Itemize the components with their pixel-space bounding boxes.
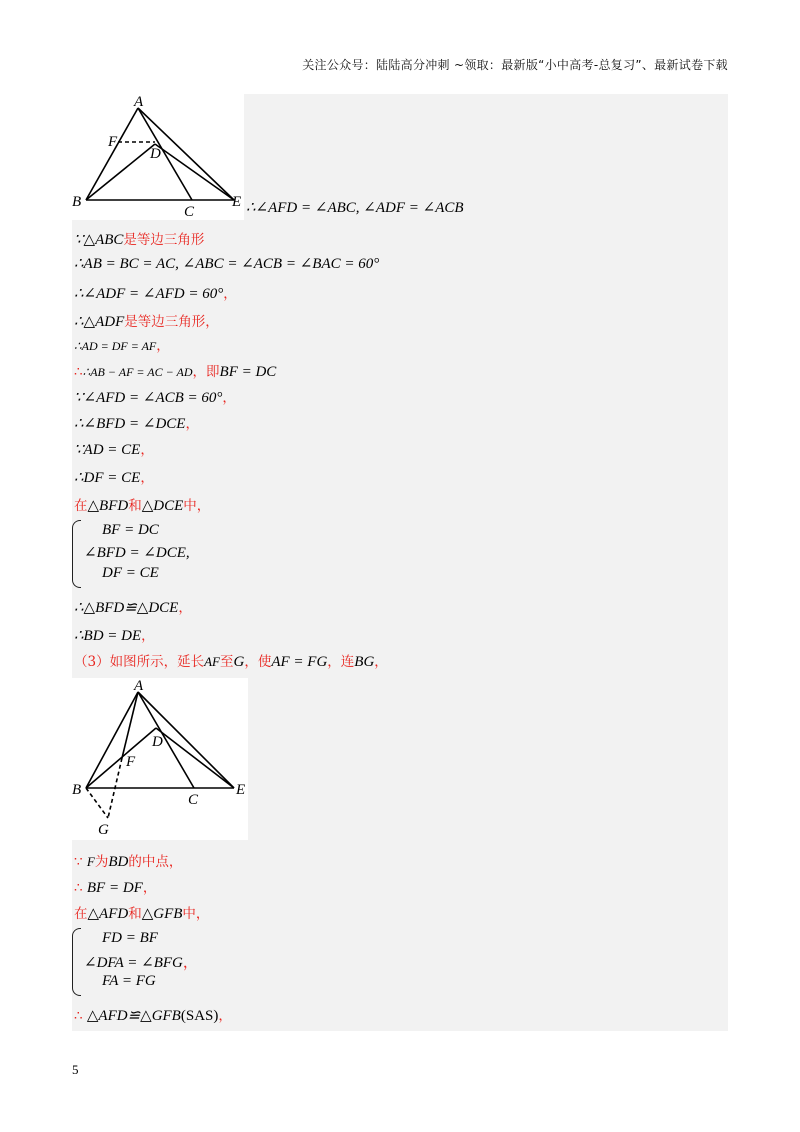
line-7: ∴∴AB − AF = AC − AD，即BF = DC	[74, 364, 277, 380]
line-3: ∴AB = BC = AC, ∠ABC = ∠ACB = ∠BAC = 60°	[74, 256, 380, 272]
label-A: A	[134, 678, 144, 694]
label-A: A	[134, 94, 144, 110]
page-number: 5	[72, 1062, 79, 1077]
equation-system-1	[72, 520, 272, 586]
line-5: ∴△ADF是等边三角形，	[74, 314, 219, 330]
label-B: B	[72, 782, 82, 798]
line-6: ∴AD = DF = AF，	[74, 338, 170, 354]
figure-1-diagram	[72, 94, 244, 220]
label-D: D	[150, 146, 161, 162]
system-1-row-2: ∠BFD = ∠DCE,	[84, 545, 190, 561]
segment-DE	[156, 728, 234, 788]
segment-AF	[122, 692, 138, 758]
line-10: ∵AD = CE，	[74, 442, 154, 458]
line-12: 在△BFD和△DCE中，	[74, 498, 211, 514]
segment-DE	[155, 144, 234, 200]
segment-BG-dashed	[86, 788, 108, 818]
figure-1	[72, 94, 244, 220]
label-E: E	[236, 782, 246, 798]
label-G: G	[98, 822, 109, 838]
line-4: ∴∠ADF = ∠AFD = 60°，	[74, 286, 237, 302]
segment-BD	[86, 144, 155, 200]
system-2-row-2: ∠DFA = ∠BFG，	[84, 955, 198, 971]
segment-AC	[138, 108, 192, 200]
line-18: 在△AFD和△GFB中，	[74, 906, 210, 922]
line-17: ∴ BF = DF，	[74, 880, 157, 896]
line-15: （3）如图所示，延长AF至G，使AF = FG，连BG，	[74, 654, 388, 670]
system-2-row-1: FD = BF	[102, 930, 158, 946]
figure-2-diagram	[72, 678, 248, 840]
line-2: ∵△ABC是等边三角形	[74, 232, 205, 248]
label-D: D	[152, 734, 163, 750]
segment-BD	[86, 728, 156, 788]
line-16: ∵ F为BD的中点，	[74, 854, 183, 870]
label-F: F	[108, 134, 118, 150]
figure-2	[72, 678, 248, 840]
label-C: C	[184, 204, 195, 220]
system-1-row-1: BF = DC	[102, 522, 159, 538]
system-2-row-3: FA = FG	[102, 973, 156, 989]
label-E: E	[232, 194, 242, 210]
segment-AB	[86, 692, 138, 788]
line-19: ∴ △AFD≌△GFB(SAS)，	[74, 1008, 232, 1024]
system-1-row-3: DF = CE	[102, 565, 159, 581]
label-F: F	[126, 754, 136, 770]
label-C: C	[188, 792, 199, 808]
brace	[72, 928, 81, 996]
equation-system-2	[72, 928, 272, 994]
line-11: ∴DF = CE，	[74, 470, 154, 486]
brace	[72, 520, 81, 588]
line-8: ∵∠AFD = ∠ACB = 60°，	[74, 390, 236, 406]
line-1: ∴∠AFD = ∠ABC, ∠ADF = ∠ACB	[246, 200, 464, 216]
page-header: 关注公众号：陆陆高分冲刺 ~领取：最新版“小中高考-总复习”、最新试卷下载	[302, 58, 728, 72]
line-13: ∴△BFD≌△DCE，	[74, 600, 192, 616]
label-B: B	[72, 194, 82, 210]
line-9: ∴∠BFD = ∠DCE，	[74, 416, 199, 432]
line-14: ∴BD = DE，	[74, 628, 155, 644]
segment-AB	[86, 108, 138, 200]
